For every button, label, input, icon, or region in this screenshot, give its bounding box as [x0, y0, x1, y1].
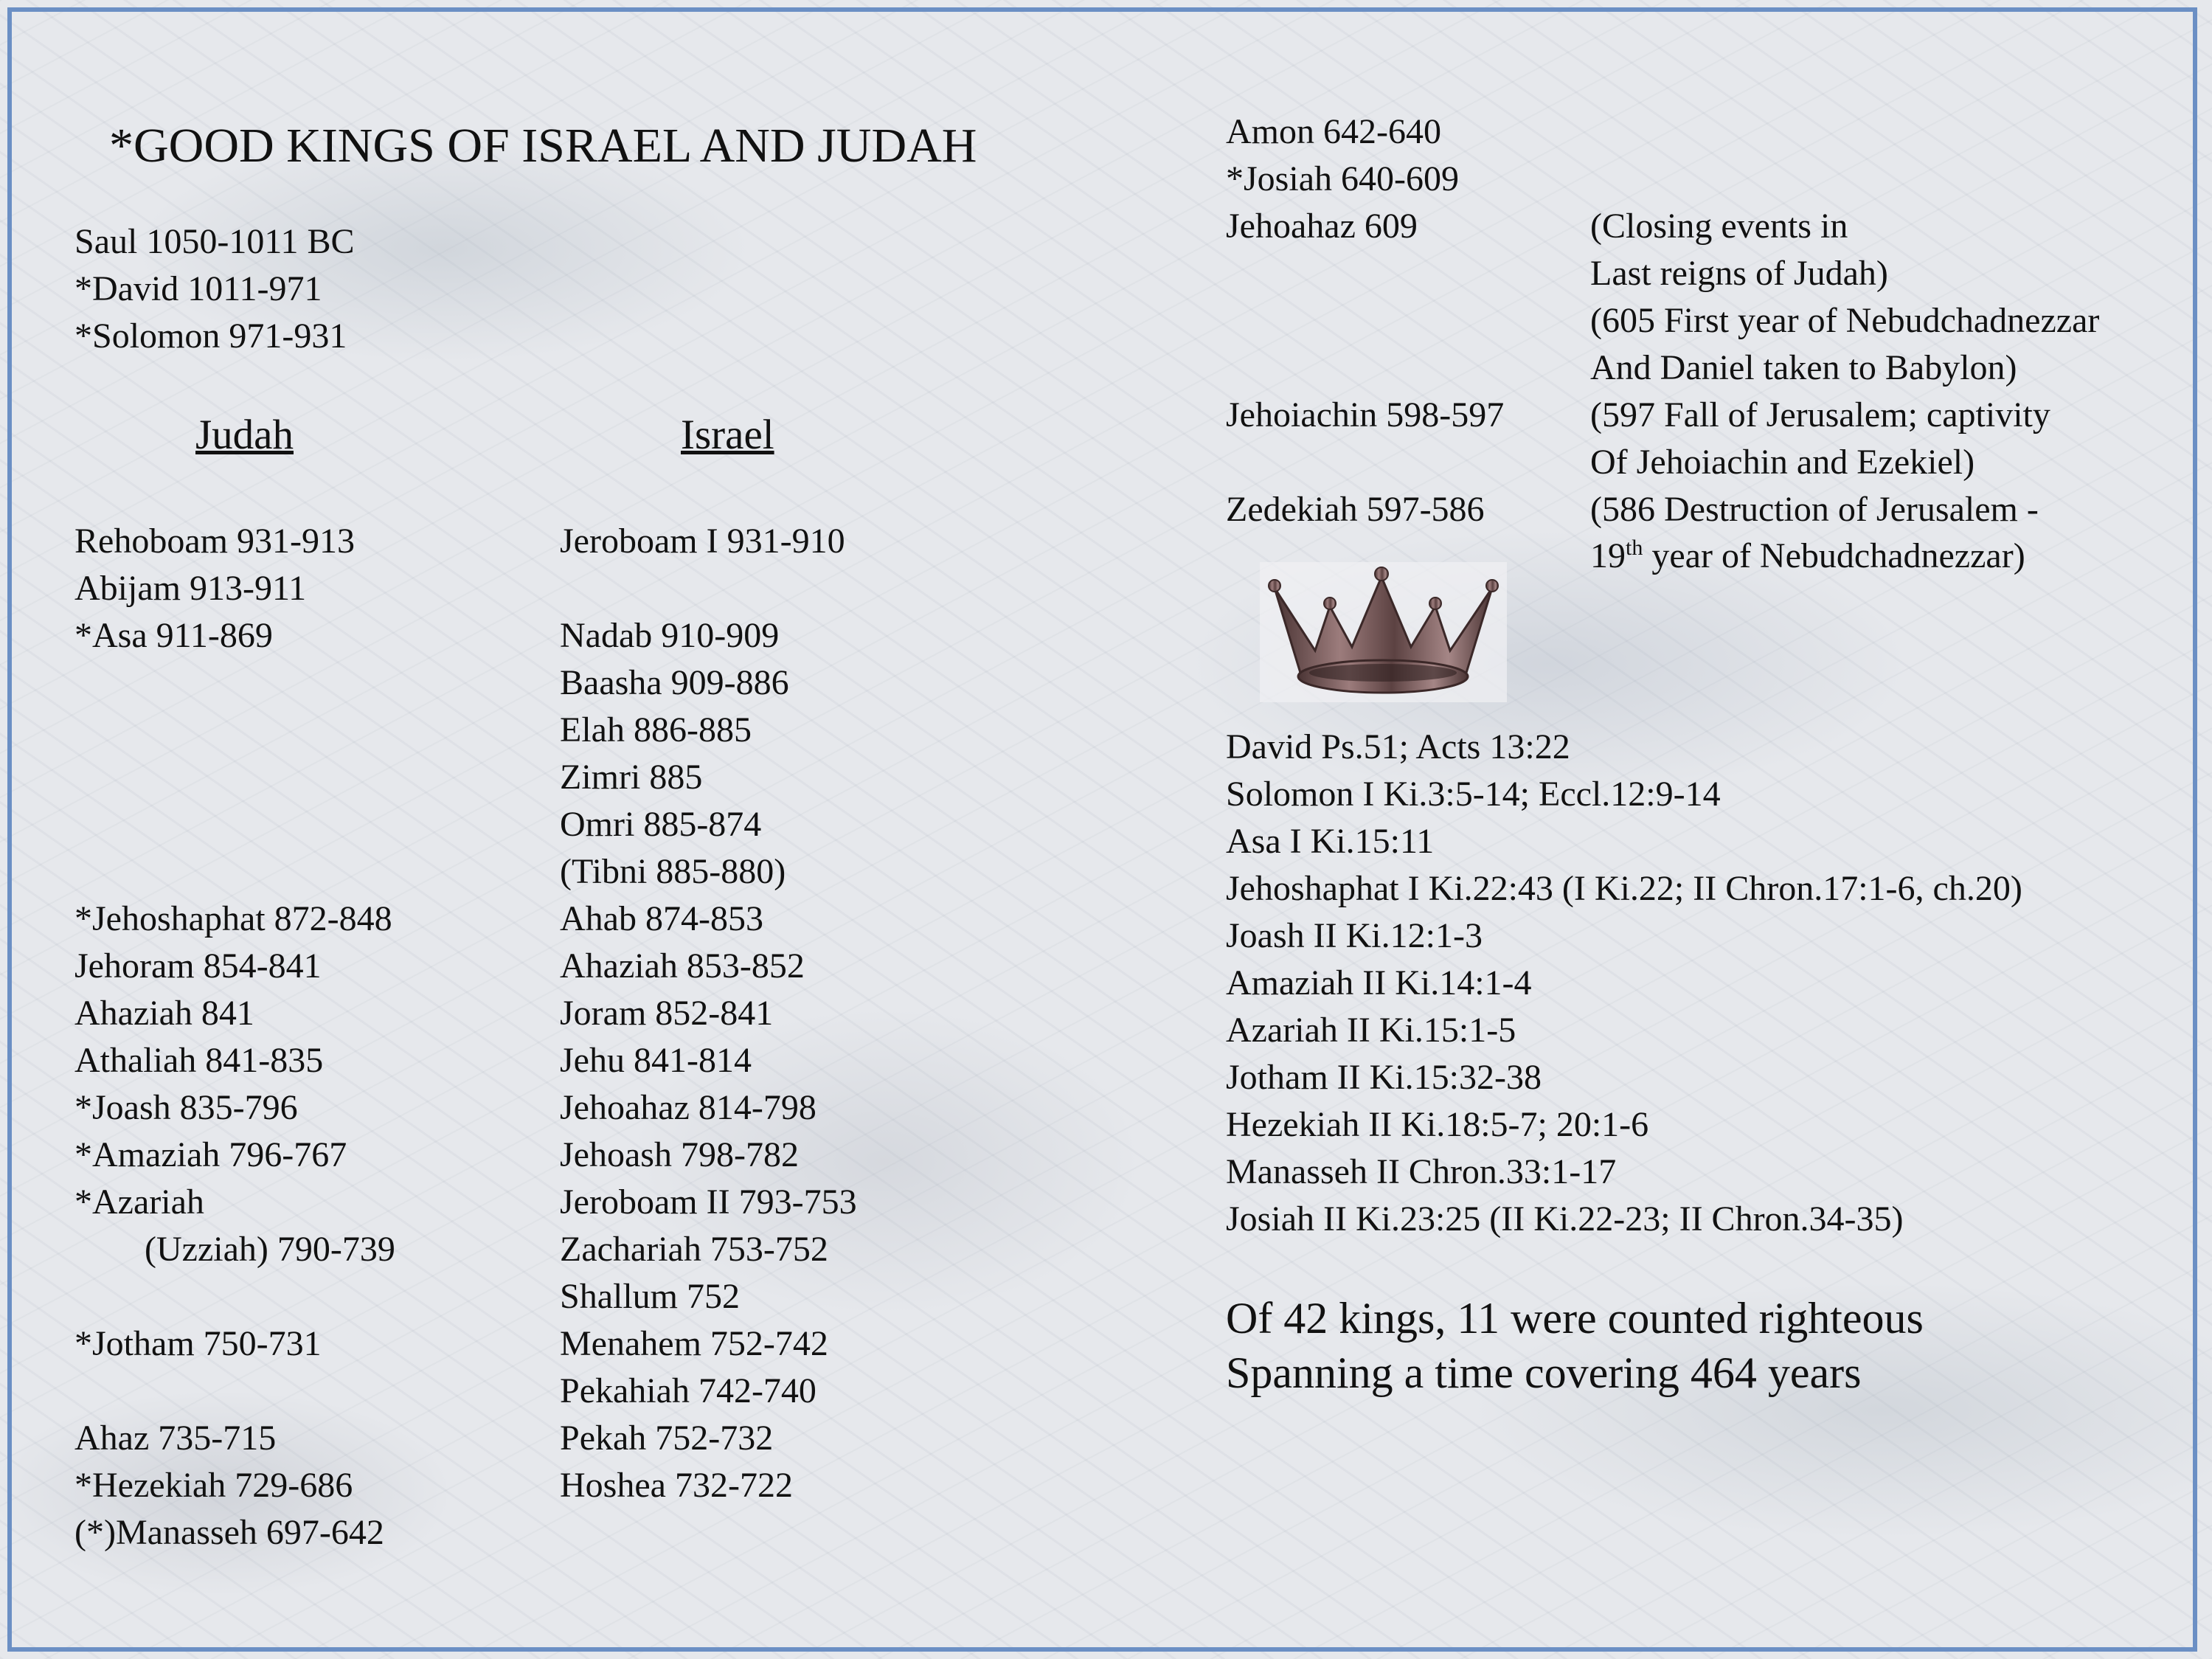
list-item: Asa I Ki.15:11 — [1226, 822, 1435, 861]
list-item: Joram 852-841 — [560, 994, 774, 1033]
list-item: Azariah II Ki.15:1-5 — [1226, 1011, 1516, 1050]
list-item: Abijam 913-911 — [74, 569, 307, 608]
list-item: Menahem 752-742 — [560, 1324, 828, 1363]
list-item: Amaziah II Ki.14:1-4 — [1226, 963, 1532, 1002]
list-item: Jeroboam II 793-753 — [560, 1182, 857, 1222]
judah-heading: Judah — [195, 412, 294, 458]
list-item: (597 Fall of Jerusalem; captivity — [1590, 395, 2050, 434]
list-item: Omri 885-874 — [560, 805, 762, 844]
list-item: *Josiah 640-609 — [1226, 159, 1459, 198]
list-item: Solomon I Ki.3:5-14; Eccl.12:9-14 — [1226, 775, 1721, 814]
summary — [1226, 1291, 1924, 1400]
summary-line: Spanning a time covering 464 years — [1226, 1348, 1862, 1397]
references-list — [1226, 724, 2022, 1243]
list-item: David Ps.51; Acts 13:22 — [1226, 727, 1570, 766]
page-title: *GOOD KINGS OF ISRAEL AND JUDAH — [109, 119, 977, 173]
list-item: Rehoboam 931-913 — [74, 522, 355, 561]
list-item: (Uzziah) 790-739 — [145, 1230, 395, 1269]
note-text: 19 — [1590, 536, 1626, 575]
list-item: Athaliah 841-835 — [74, 1041, 324, 1080]
list-item: Pekahiah 742-740 — [560, 1371, 817, 1410]
list-item: Hezekiah II Ki.18:5-7; 20:1-6 — [1226, 1105, 1649, 1144]
list-item: Jehu 841-814 — [560, 1041, 752, 1080]
note-superscript: th — [1626, 536, 1643, 560]
list-item: Ahaz 735-715 — [74, 1419, 277, 1458]
list-item: Of Jehoiachin and Ezekiel) — [1590, 443, 1975, 482]
list-item: Ahab 874-853 — [560, 899, 763, 938]
list-item: Pekah 752-732 — [560, 1419, 774, 1458]
list-item: Manasseh II Chron.33:1-17 — [1226, 1152, 1617, 1191]
list-item: Jehoshaphat I Ki.22:43 (I Ki.22; II Chron.17:1-6, ch.20) — [1226, 869, 2022, 908]
list-item: (Tibni 885-880) — [560, 852, 786, 891]
list-item: (*)Manasseh 697-642 — [74, 1513, 384, 1552]
list-item: Jeroboam I 931-910 — [560, 522, 845, 561]
list-item: *Amaziah 796-767 — [74, 1135, 347, 1174]
list-item: Amon 642-640 — [1226, 112, 1441, 151]
list-item: (586 Destruction of Jerusalem - — [1590, 490, 2039, 529]
list-item: Jehoash 798-782 — [560, 1135, 799, 1174]
list-item: *Joash 835-796 — [74, 1088, 298, 1127]
united-kings-list — [74, 218, 355, 360]
list-item: Jehoahaz 609 — [1226, 207, 1418, 246]
list-item: Shallum 752 — [560, 1277, 741, 1316]
closing-events-note — [1590, 533, 2025, 580]
list-item: *Solomon 971-931 — [74, 316, 347, 356]
list-item: Zedekiah 597-586 — [1226, 490, 1485, 529]
list-item: Jehoram 854-841 — [74, 946, 322, 986]
list-item: *Jehoshaphat 872-848 — [74, 899, 392, 938]
list-item: Joash II Ki.12:1-3 — [1226, 916, 1483, 955]
list-item: *Azariah — [74, 1182, 204, 1222]
summary-line: Of 42 kings, 11 were counted righteous — [1226, 1294, 1924, 1343]
list-item: Jehoiachin 598-597 — [1226, 395, 1505, 434]
list-item: *Asa 911-869 — [74, 616, 273, 655]
israel-heading: Israel — [681, 412, 774, 458]
list-item: And Daniel taken to Babylon) — [1590, 348, 2017, 387]
list-item: Jehoahaz 814-798 — [560, 1088, 817, 1127]
list-item: Baasha 909-886 — [560, 663, 789, 702]
list-item: Hoshea 732-722 — [560, 1466, 793, 1505]
note-text: year of Nebudchadnezzar) — [1643, 536, 2025, 575]
list-item: Josiah II Ki.23:25 (II Ki.22-23; II Chron.34-35) — [1226, 1199, 1904, 1239]
list-item: Saul 1050-1011 BC — [74, 222, 355, 261]
list-item: (605 First year of Nebudchadnezzar — [1590, 301, 2100, 340]
list-item: Zachariah 753-752 — [560, 1230, 828, 1269]
crown-icon — [1260, 562, 1507, 702]
list-item: *Hezekiah 729-686 — [74, 1466, 353, 1505]
list-item: Zimri 885 — [560, 758, 703, 797]
list-item: (Closing events in — [1590, 207, 1848, 246]
list-item: *David 1011-971 — [74, 269, 322, 308]
list-item: Nadab 910-909 — [560, 616, 780, 655]
list-item: Elah 886-885 — [560, 710, 752, 749]
list-item: *Jotham 750-731 — [74, 1324, 322, 1363]
list-item: Ahaziah 853-852 — [560, 946, 805, 986]
list-item: Ahaziah 841 — [74, 994, 254, 1033]
list-item: Last reigns of Judah) — [1590, 254, 1888, 293]
list-item: Jotham II Ki.15:32-38 — [1226, 1058, 1542, 1097]
